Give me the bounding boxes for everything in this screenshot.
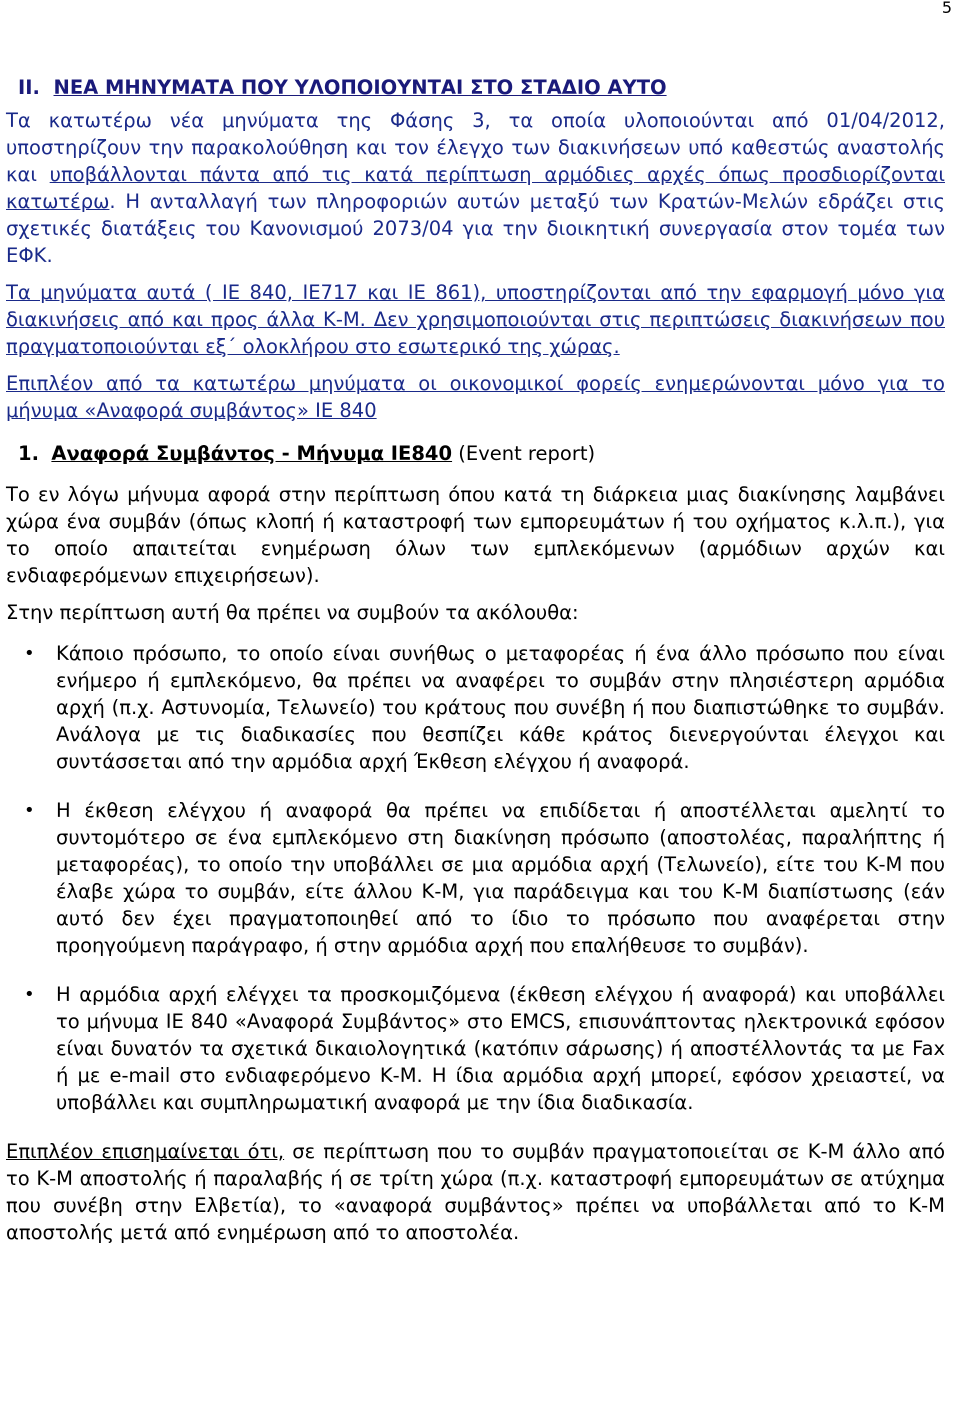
follow-steps-intro: Στην περίπτωση αυτή θα πρέπει να συμβούν τα ακόλουθα:	[6, 601, 579, 624]
list-item	[6, 797, 945, 959]
steps-list	[6, 640, 945, 1116]
operators-informed-note: Επιπλέον από τα κατωτέρω μηνύματα οι οικονομικοί φορείς ενημερώνονται μόνο για το μήνυμα «Αναφορά συμβάντος» ΙΕ 840	[6, 372, 945, 422]
intro-text-1: Τα κατωτέρω νέα μηνύματα της Φάσης 3, τα οποία υλοποιούνται από 01/04/2012, υποστηρίζουν την παρακολούθηση και τον έλεγχο των διακινήσεων υπό καθεστώς αναστολής και	[6, 109, 945, 186]
section-roman-numeral: II.	[18, 76, 40, 99]
list-item	[6, 981, 945, 1116]
subsection-title: Αναφορά Συμβάντος - Μήνυμα ΙΕ840	[51, 442, 453, 465]
list-item-text: Η έκθεση ελέγχου ή αναφορά θα πρέπει να επιδίδεται ή αποστέλλεται αμελητί το συντομότερο σε ένα εμπλεκόμενο στη διακίνηση πρόσωπο (αποστολέας, παραλήπτης ή μεταφορέας), το οποίο την υποβάλλει σε μια αρμόδια αρχή (Τελωνείο), είτε του Κ-Μ που έλαβε χώρα το συμβάν, είτε άλλου Κ-Μ, για παράδειγμα και του Κ-Μ διαπίστωσης (εάν αυτό δεν έχει πραγματοποιηθεί από το ίδιο το πρόσωπο που αναφέρεται στην προηγούμενη παράγραφο, ή στην αρμόδια αρχή που επαλήθευσε το συμβάν).	[56, 799, 945, 957]
list-item	[6, 640, 945, 775]
messages-scope-note: Τα μηνύματα αυτά ( ΙΕ 840, ΙΕ717 και ΙΕ 861), υποστηρίζονται από την εφαρμογή μόνο για διακινήσεις από και προς άλλα Κ-Μ. Δεν χρησιμοποιούνται στις περιπτώσεις διακινήσεων που πραγματοποιούνται εξ΄ ολοκλήρου στο εσωτερικό της χώρας.	[6, 281, 945, 358]
bullet-icon: •	[24, 800, 35, 821]
subsection-heading	[18, 440, 945, 467]
subsection-number: 1.	[18, 442, 39, 465]
bullet-icon: •	[24, 643, 35, 664]
intro-paragraph	[6, 107, 945, 269]
list-item-text: Κάποιο πρόσωπο, το οποίο είναι συνήθως ο μεταφορέας ή ένα άλλο πρόσωπο που είναι ενήμερο ή εμπλεκόμενο, θα πρέπει να αναφέρει το συμβάν στην πλησιέστερη αρμόδια αρχή (π.χ. Αστυνομία, Τελωνείο) του κράτους που συνέβη ή που διαπιστώθηκε το συμβάν. Ανάλογα με τις διαδικασίες που θεσπίζει κάθε κράτος διενεργούνται έλεγχοι και συντάσσεται από την αρμόδια αρχή Έκθεση ελέγχου ή αναφορά.	[56, 642, 945, 773]
section-title: ΝΕΑ ΜΗΝΥΜΑΤΑ ΠΟΥ ΥΛΟΠΟΙΟΥΝΤΑΙ ΣΤΟ ΣΤΑΔΙΟ ΑΥΤΟ	[53, 76, 667, 99]
bullet-icon: •	[24, 984, 35, 1005]
list-item-text: Η αρμόδια αρχή ελέγχει τα προσκομιζόμενα (έκθεση ελέγχου ή αναφορά) και υποβάλλει το μήνυμα ΙΕ 840 «Αναφορά Συμβάντος» στο EMCS, επισυνάπτοντας ηλεκτρονικά εφόσον είναι δυνατόν τα σχετικά δικαιολογητικά (κατόπιν σάρωσης) ή αποστέλλοντάς τα με Fax ή με e-mail στο ενδιαφερόμενο Κ-Μ. Η ίδια αρμόδια αρχή μπορεί, εφόσον χρειαστεί, να υποβάλλει και συμπληρωματική αναφορά με την ίδια διαδικασία.	[56, 983, 945, 1114]
section-heading	[18, 74, 945, 101]
document-body	[6, 74, 945, 1256]
intro-text-2: . Η ανταλλαγή των πληροφοριών αυτών μεταξύ των Κρατών-Μελών εδράζει στις σχετικές διατάξεις του Κανονισμού 2073/04 για την διοικητική συνεργασία στον τομέα των ΕΦΚ.	[6, 190, 945, 267]
subsection-title-suffix: (Event report)	[452, 442, 596, 465]
final-note-text: σε περίπτωση που το συμβάν πραγματοποιείται σε Κ-Μ άλλο από το Κ-Μ αποστολής ή παραλαβής ή σε τρίτη χώρα (π.χ. καταστροφή εμπορευμάτων σε ατύχημα που συνέβη στην Ελβετία), το «αναφορά συμβάντος» πρέπει να υποβάλλεται από το Κ-Μ αποστολής μετά από ενημέρωση από το αποστολέα.	[6, 1140, 945, 1244]
final-note	[6, 1138, 945, 1246]
intro-text-underlined: υποβάλλονται πάντα από τις κατά περίπτωση αρμόδιες αρχές όπως προσδιορίζονται κατωτέρω	[6, 163, 945, 213]
final-note-underlined: Επιπλέον επισημαίνεται ότι,	[6, 1140, 285, 1163]
message-description: Το εν λόγω μήνυμα αφορά στην περίπτωση όπου κατά τη διάρκεια μιας διακίνησης λαμβάνει χώρα ένα συμβάν (όπως κλοπή ή καταστροφή των εμπορευμάτων ή του οχήματος κ.λ.π.), για το οποίο απαιτείται ενημέρωση όλων των εμπλεκόμενων (αρμόδιων αρχών και ενδιαφερόμενων επιχειρήσεων).	[6, 483, 945, 587]
page-number: 5	[941, 0, 952, 17]
